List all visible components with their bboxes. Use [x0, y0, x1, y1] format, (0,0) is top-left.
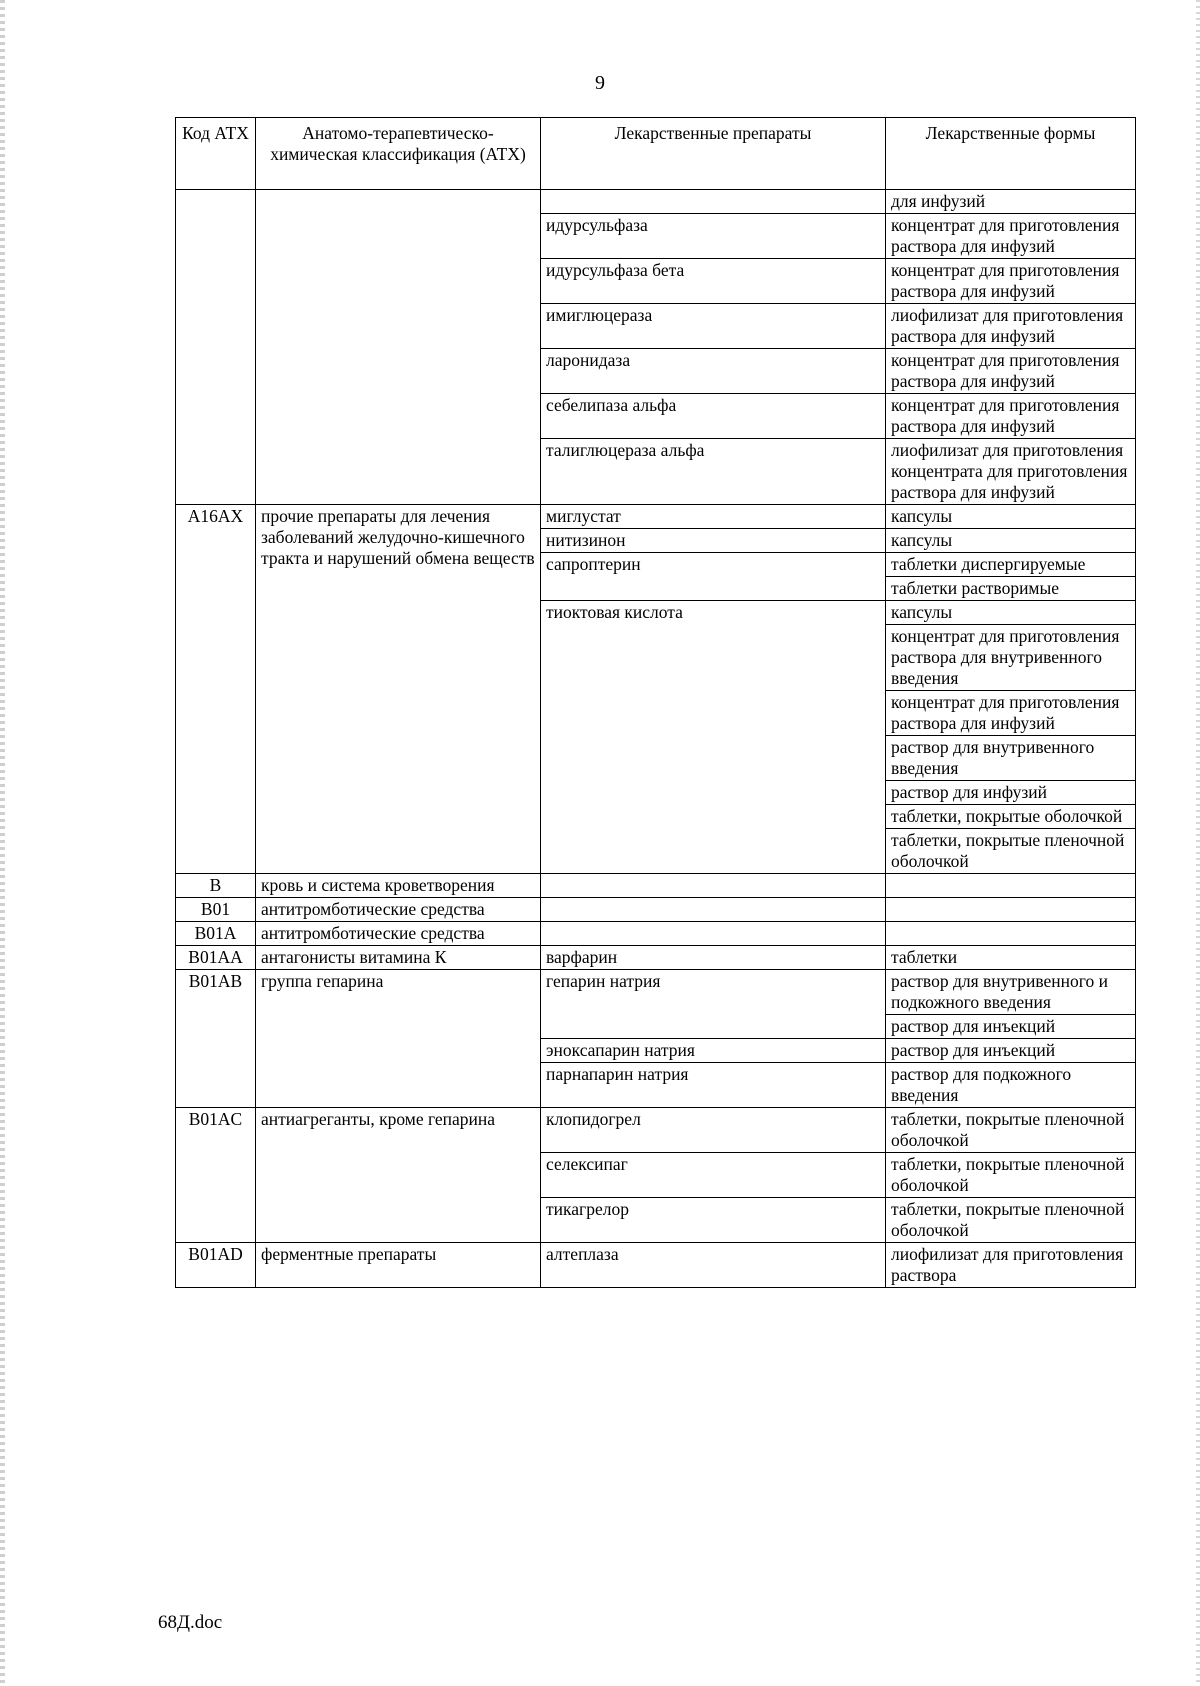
atx-code-cell	[176, 190, 256, 505]
atx-drug-table	[175, 117, 1136, 1288]
drug-name-cell	[541, 190, 886, 214]
drug-name-cell: талиглюцераза альфа	[541, 439, 886, 505]
atx-code-cell: B	[176, 874, 256, 898]
header-drugs: Лекарственные препараты	[541, 118, 886, 190]
table-row	[176, 970, 1136, 1015]
header-code: Код АТХ	[176, 118, 256, 190]
atx-code-cell: B01AD	[176, 1243, 256, 1288]
dosage-form-cell: капсулы	[886, 529, 1136, 553]
dosage-form-cell: раствор для инфузий	[886, 781, 1136, 805]
dosage-form-cell: лиофилизат для приготовления раствора	[886, 1243, 1136, 1288]
atx-code-cell: A16AX	[176, 505, 256, 874]
table-row	[176, 874, 1136, 898]
scan-edge-left	[0, 0, 5, 1686]
drug-name-cell: гепарин натрия	[541, 970, 886, 1039]
drug-name-cell: миглустат	[541, 505, 886, 529]
dosage-form-cell: таблетки	[886, 946, 1136, 970]
dosage-form-cell: раствор для инъекций	[886, 1039, 1136, 1063]
atx-classification-cell: антиагреганты, кроме гепарина	[256, 1108, 541, 1243]
atx-classification-cell	[256, 190, 541, 505]
drug-name-cell: ларонидаза	[541, 349, 886, 394]
atx-code-cell: B01A	[176, 922, 256, 946]
drug-name-cell: эноксапарин натрия	[541, 1039, 886, 1063]
dosage-form-cell: концентрат для приготовления раствора для инфузий	[886, 691, 1136, 736]
atx-code-cell: B01AC	[176, 1108, 256, 1243]
table-row	[176, 190, 1136, 214]
atx-classification-cell: ферментные препараты	[256, 1243, 541, 1288]
drug-name-cell: идурсульфаза бета	[541, 259, 886, 304]
dosage-form-cell: раствор для инъекций	[886, 1015, 1136, 1039]
table-row	[176, 898, 1136, 922]
dosage-form-cell: капсулы	[886, 505, 1136, 529]
drug-name-cell: клопидогрел	[541, 1108, 886, 1153]
drug-name-cell: тикагрелор	[541, 1198, 886, 1243]
drug-name-cell: алтеплаза	[541, 1243, 886, 1288]
atx-classification-cell: антитромботические средства	[256, 922, 541, 946]
header-classification: Анатомо-терапевтическо-химическая классификация (АТХ)	[256, 118, 541, 190]
dosage-form-cell: лиофилизат для приготовления концентрата для приготовления раствора для инфузий	[886, 439, 1136, 505]
dosage-form-cell: таблетки, покрытые пленочной оболочкой	[886, 829, 1136, 874]
atx-code-cell: B01AB	[176, 970, 256, 1108]
dosage-form-cell: концентрат для приготовления раствора для инфузий	[886, 394, 1136, 439]
drug-name-cell: тиоктовая кислота	[541, 601, 886, 874]
table-row	[176, 505, 1136, 529]
dosage-form-cell: раствор для внутривенного введения	[886, 736, 1136, 781]
dosage-form-cell: концентрат для приготовления раствора для инфузий	[886, 259, 1136, 304]
dosage-form-cell: концентрат для приготовления раствора для инфузий	[886, 214, 1136, 259]
page-number: 9	[595, 72, 605, 94]
drug-name-cell: себелипаза альфа	[541, 394, 886, 439]
dosage-form-cell: раствор для подкожного введения	[886, 1063, 1136, 1108]
dosage-form-cell	[886, 874, 1136, 898]
dosage-form-cell: для инфузий	[886, 190, 1136, 214]
drug-name-cell	[541, 922, 886, 946]
drug-name-cell: селексипаг	[541, 1153, 886, 1198]
drug-name-cell	[541, 898, 886, 922]
drug-name-cell: нитизинон	[541, 529, 886, 553]
dosage-form-cell: таблетки, покрытые пленочной оболочкой	[886, 1198, 1136, 1243]
dosage-form-cell	[886, 922, 1136, 946]
dosage-form-cell	[886, 898, 1136, 922]
dosage-form-cell: таблетки, покрытые пленочной оболочкой	[886, 1153, 1136, 1198]
atx-classification-cell: группа гепарина	[256, 970, 541, 1108]
dosage-form-cell: концентрат для приготовления раствора для внутривенного введения	[886, 625, 1136, 691]
table-row	[176, 1243, 1136, 1288]
header-forms: Лекарственные формы	[886, 118, 1136, 190]
atx-code-cell: B01AA	[176, 946, 256, 970]
dosage-form-cell: таблетки, покрытые пленочной оболочкой	[886, 1108, 1136, 1153]
dosage-form-cell: таблетки диспергируемые	[886, 553, 1136, 577]
drug-name-cell: имиглюцераза	[541, 304, 886, 349]
table-row	[176, 922, 1136, 946]
drug-name-cell: парнапарин натрия	[541, 1063, 886, 1108]
drug-name-cell: варфарин	[541, 946, 886, 970]
table-row	[176, 1108, 1136, 1153]
drug-name-cell: идурсульфаза	[541, 214, 886, 259]
table-body	[176, 190, 1136, 1288]
drug-name-cell: сапроптерин	[541, 553, 886, 601]
atx-classification-cell: антитромботические средства	[256, 898, 541, 922]
table-header-row	[176, 118, 1136, 190]
atx-classification-cell: кровь и система кроветворения	[256, 874, 541, 898]
atx-classification-cell: прочие препараты для лечения заболеваний желудочно-кишечного тракта и нарушений обмена веществ	[256, 505, 541, 874]
scan-edge-right	[1196, 0, 1200, 1686]
dosage-form-cell: таблетки растворимые	[886, 577, 1136, 601]
drug-name-cell	[541, 874, 886, 898]
dosage-form-cell: капсулы	[886, 601, 1136, 625]
atx-classification-cell: антагонисты витамина К	[256, 946, 541, 970]
dosage-form-cell: таблетки, покрытые оболочкой	[886, 805, 1136, 829]
footer-filename: 68Д.doc	[158, 1612, 223, 1633]
dosage-form-cell: концентрат для приготовления раствора для инфузий	[886, 349, 1136, 394]
dosage-form-cell: раствор для внутривенного и подкожного введения	[886, 970, 1136, 1015]
dosage-form-cell: лиофилизат для приготовления раствора для инфузий	[886, 304, 1136, 349]
atx-code-cell: B01	[176, 898, 256, 922]
table-row	[176, 946, 1136, 970]
